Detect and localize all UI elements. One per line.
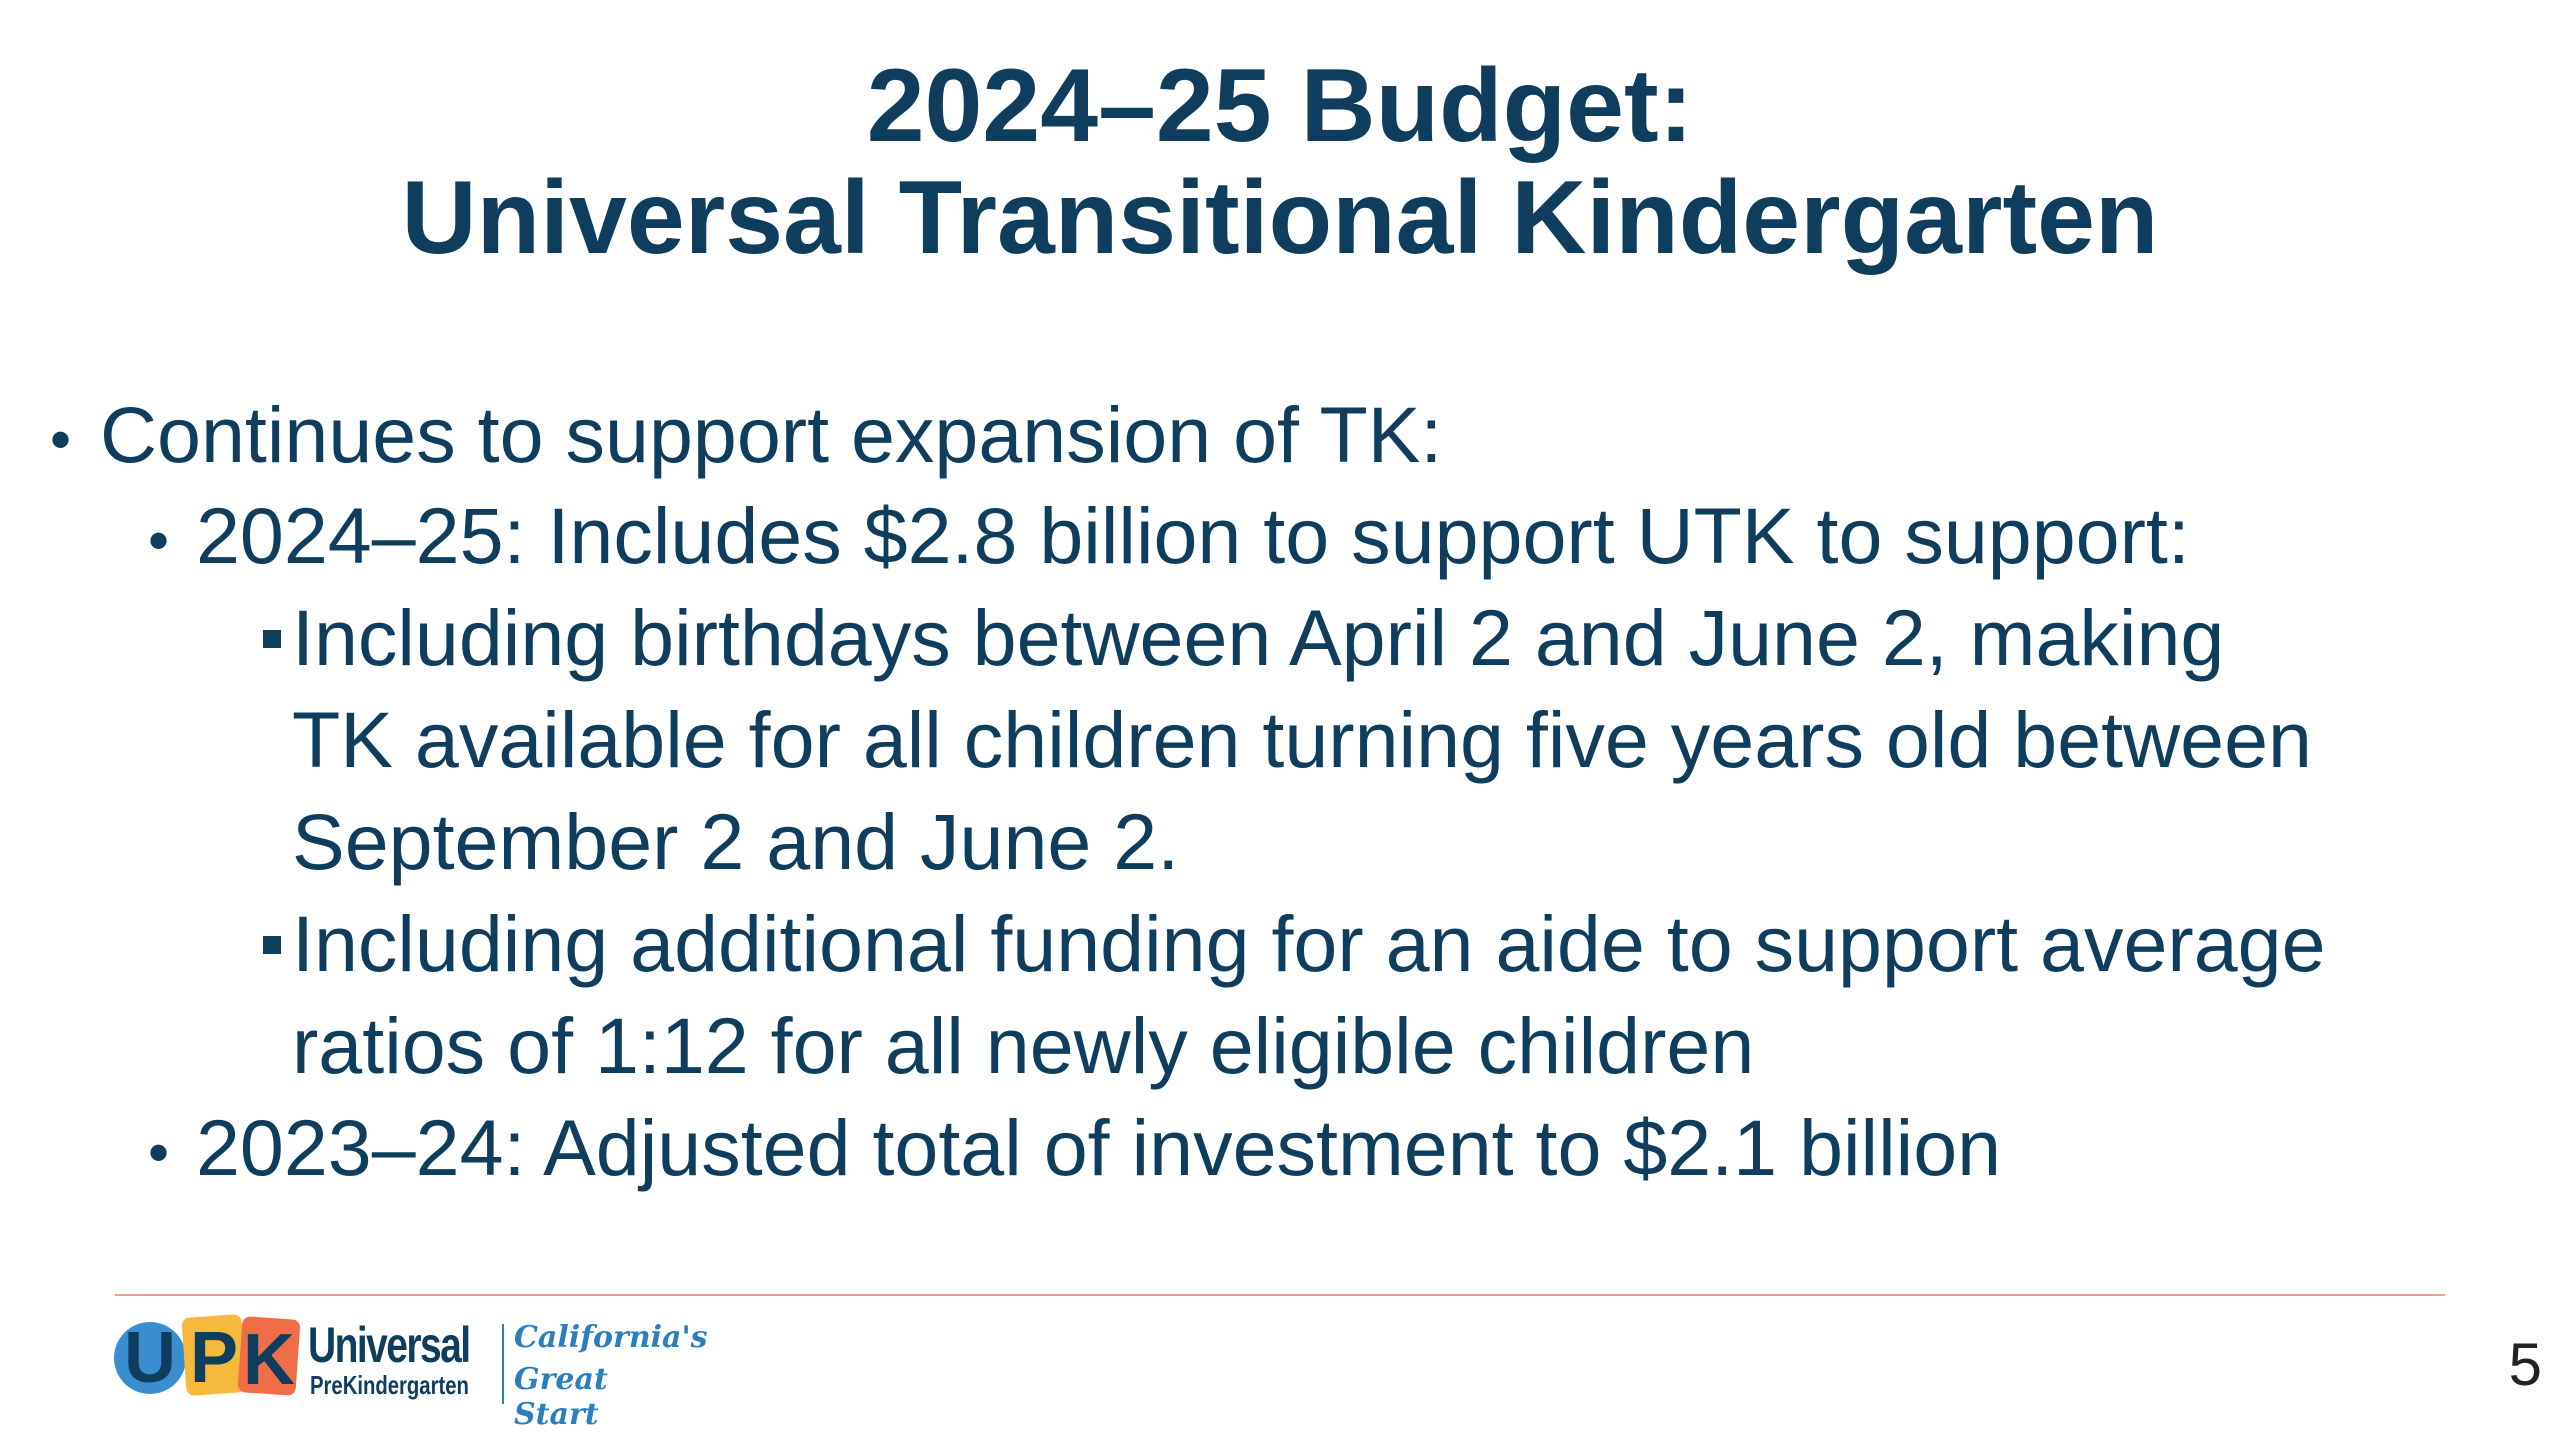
bullet-level2-text: 2023–24: Adjusted total of investment to $2.1 billion [196, 1103, 2002, 1192]
square-bullet-icon [263, 630, 281, 648]
logo-tagline-line-1: California's [514, 1320, 708, 1355]
bullet-level3-text-continued: ratios of 1:12 for all newly eligible children [292, 1001, 1755, 1090]
logo-word-prekindergarten: PreKindergarten [310, 1370, 469, 1400]
upk-logo [112, 1306, 708, 1432]
bullet-level1-text: Continues to support expansion of TK: [100, 390, 1443, 479]
logo-word-universal: Universal [308, 1317, 470, 1373]
bullet-level3-text-continued: September 2 and June 2. [292, 797, 1180, 886]
logo-letter-p: P [189, 1318, 239, 1398]
logo-divider [502, 1324, 504, 1404]
bullet-dot-icon: • [50, 406, 72, 473]
upk-letters-icon [112, 1306, 302, 1406]
slide-title-line-1: 2024–25 Budget: [866, 48, 1694, 164]
bullet-dot-icon: • [148, 1119, 170, 1186]
logo-letter-u: U [124, 1318, 176, 1398]
page-number: 5 [2508, 1331, 2542, 1398]
bullet-level3-text: Including birthdays between April 2 and June 2, making [292, 593, 2225, 682]
square-bullet-icon [263, 936, 281, 954]
logo-tagline-line-2: Great Start [514, 1362, 608, 1432]
bullet-level3-text: Including additional funding for an aide to support average [292, 899, 2326, 988]
bullet-level2-text: 2024–25: Includes $2.8 billion to support UTK to support: [196, 491, 2190, 580]
logo-letter-k: K [243, 1320, 295, 1400]
slide-title-line-2: Universal Transitional Kindergarten [401, 160, 2159, 276]
bullet-dot-icon: • [148, 507, 170, 574]
bullet-level3-text-continued: TK available for all children turning five years old between [292, 695, 2312, 784]
footer-divider [115, 1294, 2445, 1296]
